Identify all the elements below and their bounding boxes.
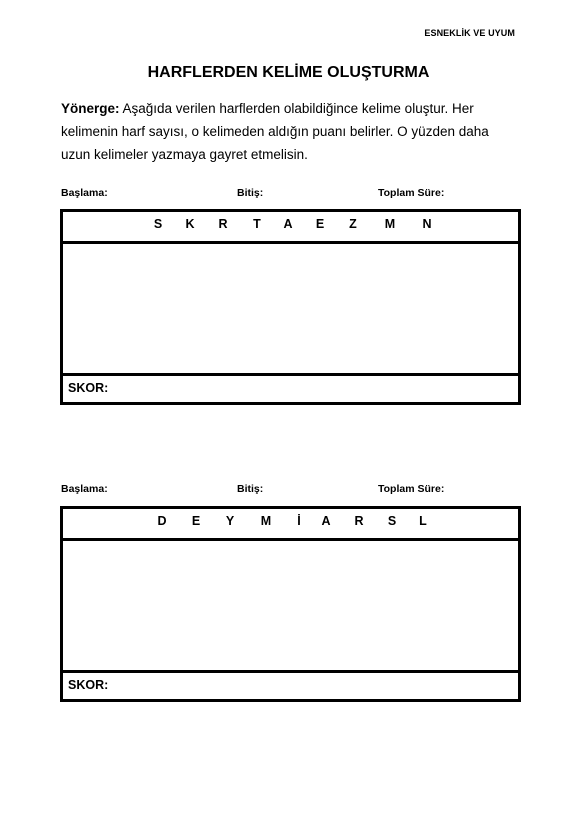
letter: M [384,217,396,231]
letter: İ [297,514,301,528]
score-label: SKOR: [68,381,109,395]
letter: Y [225,514,235,528]
exercise-2-timing [61,483,521,499]
total-time-label: Toplam Süre: [378,483,445,495]
answer-area[interactable] [60,538,521,673]
end-time-label: Bitiş: [237,483,264,495]
letters-row [60,506,521,541]
start-time-label: Başlama: [61,187,108,199]
letter: N [422,217,432,231]
instructions-label: Yönerge: [61,101,120,116]
letter: S [387,514,397,528]
page-title: HARFLERDEN KELİME OLUŞTURMA [147,64,430,81]
letters-row [60,209,521,244]
total-time-label: Toplam Süre: [378,187,445,199]
end-time-label: Bitiş: [237,187,264,199]
start-time-label: Başlama: [61,483,108,495]
category-label: ESNEKLİK VE UYUM [424,28,515,38]
letter: S [153,217,163,231]
letter: R [354,514,364,528]
letter: E [191,514,201,528]
instructions-text: Aşağıda verilen harflerden olabildiğince kelime oluştur. Her kelimenin harf sayısı, o kelimeden aldığın puanı belirler. O yüzden daha uzun kelimeler yazmaya gayret etmelisin. [61,101,489,162]
letter: T [253,217,261,231]
score-row [60,670,521,702]
score-label: SKOR: [68,678,109,692]
letter: A [321,514,331,528]
letter: M [260,514,272,528]
letter: Z [349,217,357,231]
letter: L [419,514,427,528]
answer-area[interactable] [60,241,521,376]
exercise-1-timing [61,187,521,203]
letter: R [218,217,228,231]
letter: D [157,514,167,528]
instructions [61,97,521,166]
letter: E [315,217,325,231]
score-row [60,373,521,405]
letter: K [185,217,195,231]
letter: A [283,217,293,231]
